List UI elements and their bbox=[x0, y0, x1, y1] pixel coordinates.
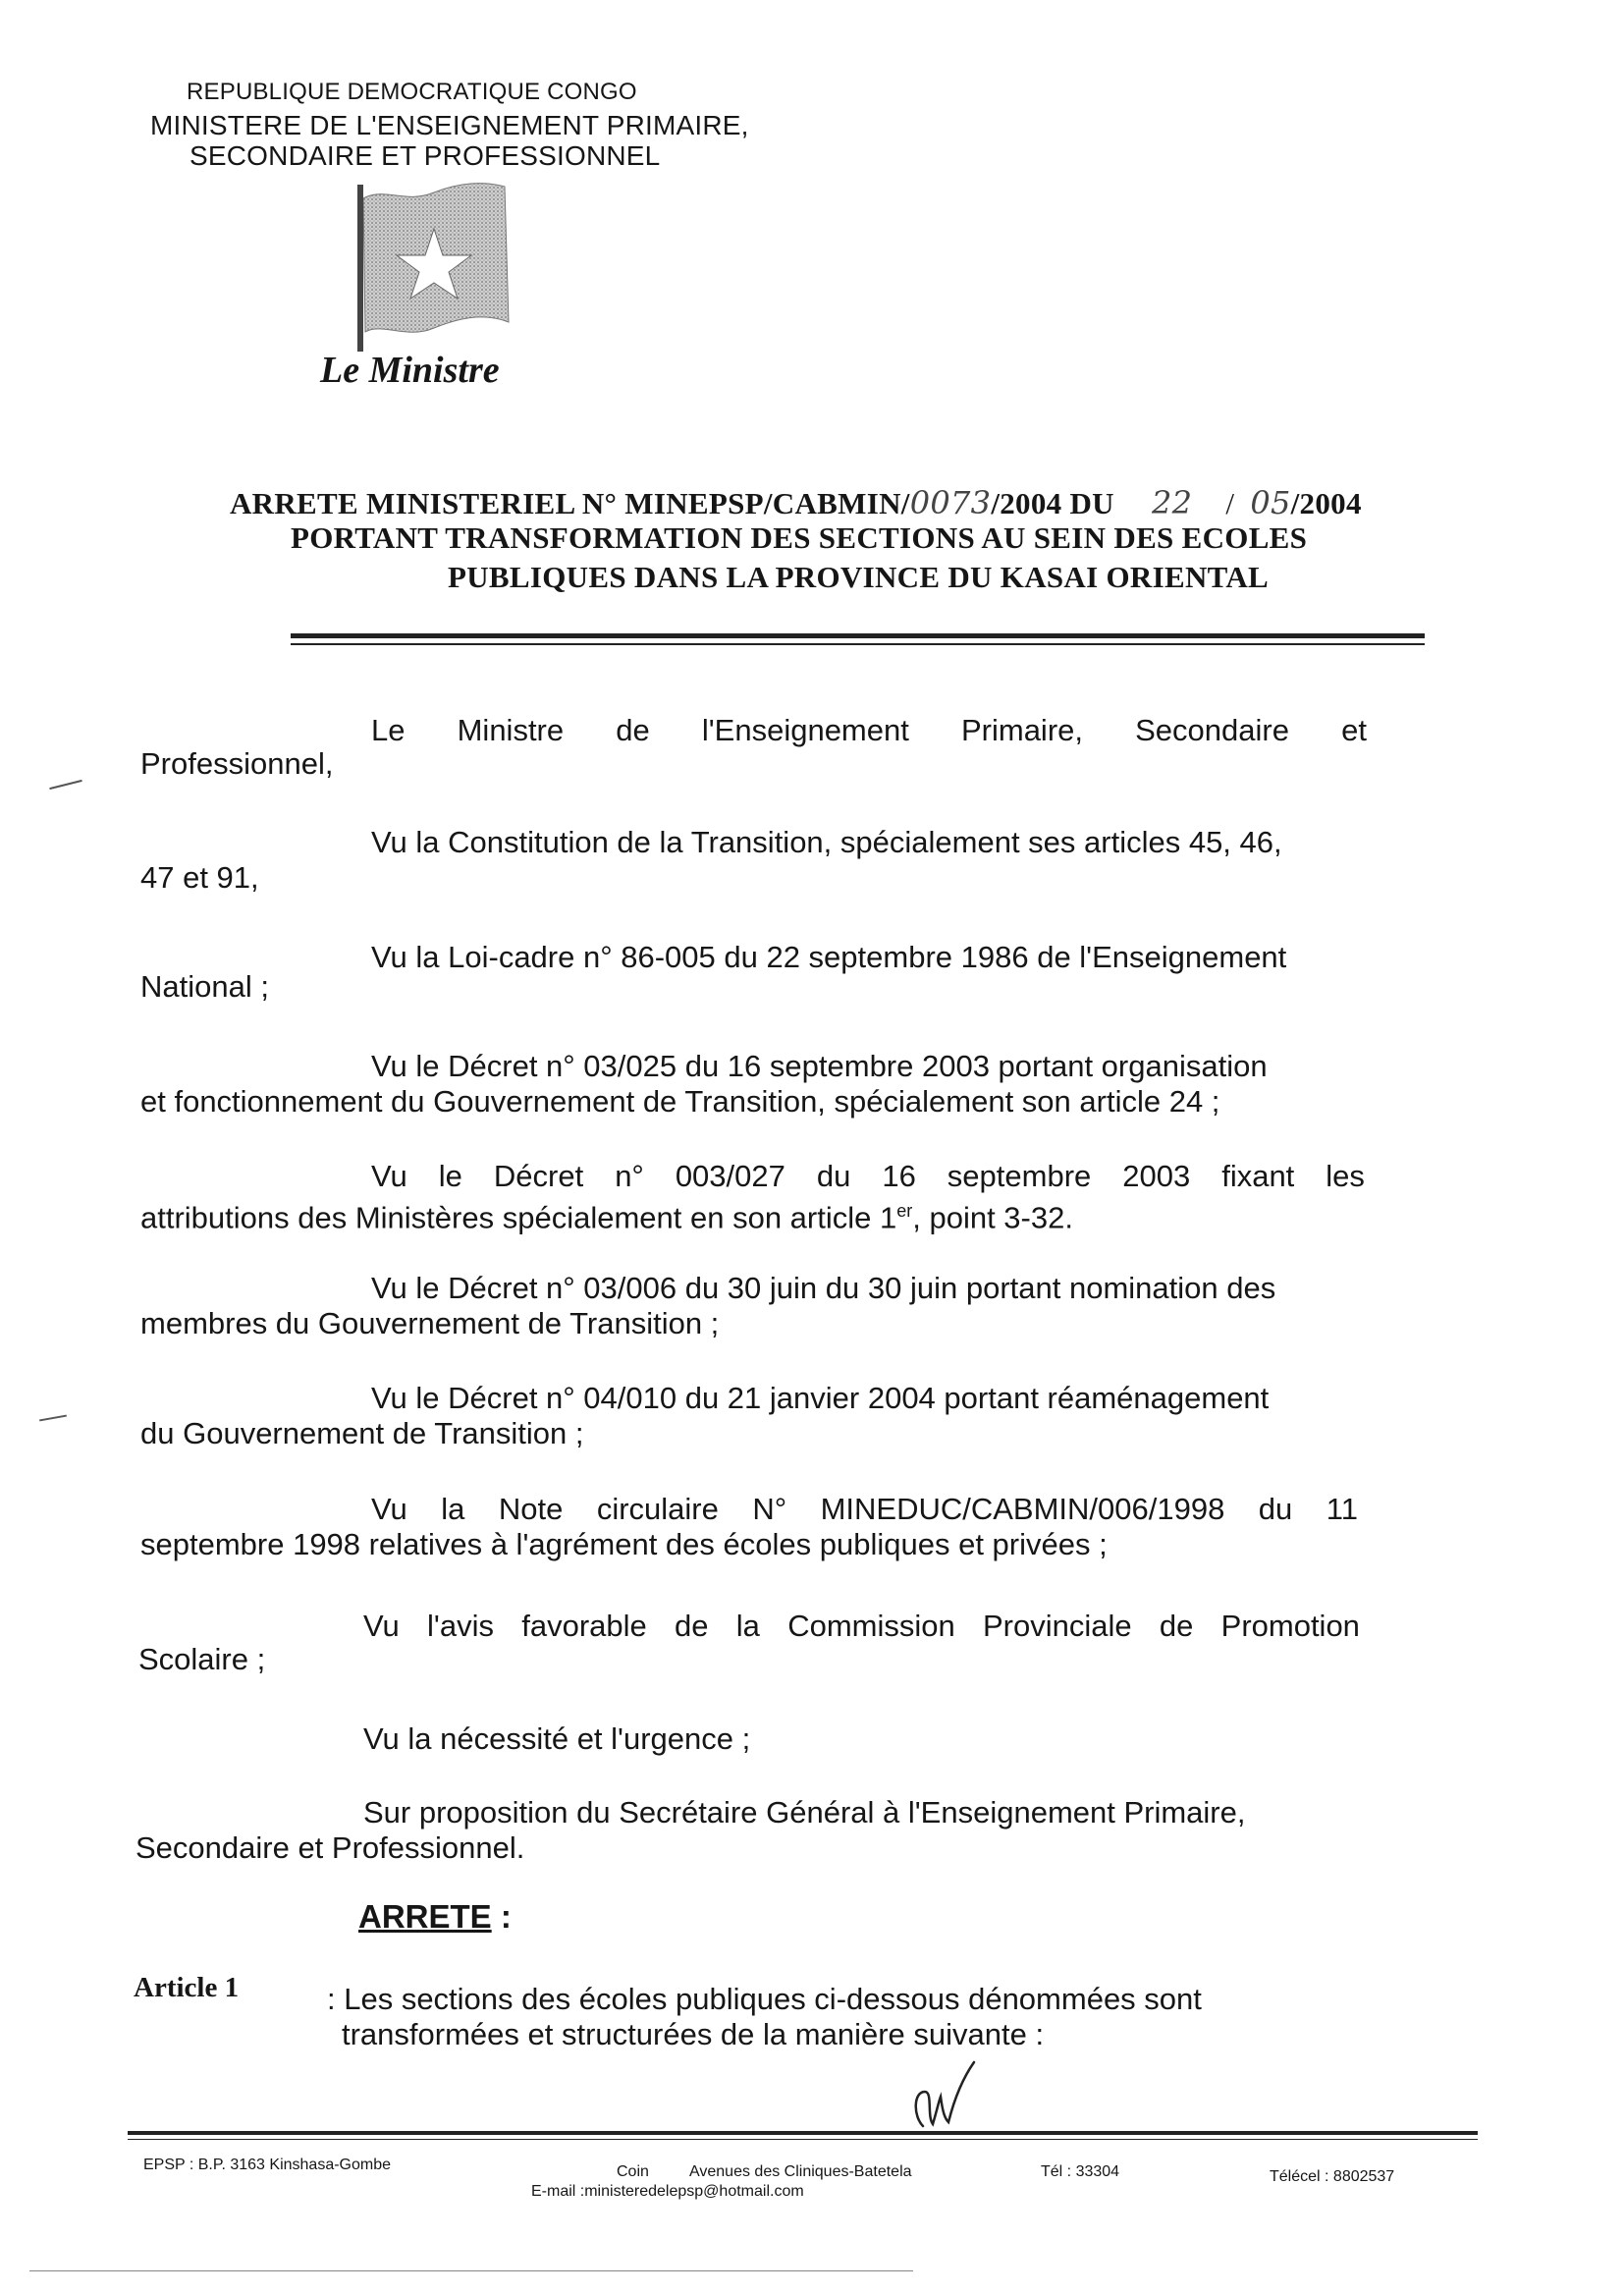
footer-rule-thick bbox=[128, 2131, 1478, 2135]
decree-date-prefix: /2004 DU bbox=[991, 486, 1114, 520]
country-name: REPUBLIQUE DEMOCRATIQUE CONGO bbox=[187, 79, 637, 105]
ministry-line-2: SECONDAIRE ET PROFESSIONNEL bbox=[189, 140, 661, 171]
article-1-line-2: transformées et structurées de la manière suivante : bbox=[342, 2017, 1045, 2051]
article-1-line-1: : Les sections des écoles publiques ci-dessous dénommées sont bbox=[327, 1982, 1202, 2016]
preamble-p9-line-1: Vu l'avis favorable de la Commission Provinciale de Promotion bbox=[363, 1609, 1360, 1643]
preamble-p1-line-2: Professionnel, bbox=[140, 746, 334, 781]
preamble-p8-line-1: Vu la Note circulaire N° MINEDUC/CABMIN/006/1998 du 11 bbox=[371, 1492, 1358, 1526]
flag-emblem bbox=[355, 175, 514, 356]
preamble-p3-line-1: Vu la Loi-cadre n° 86-005 du 22 septembre 1986 de l'Enseignement bbox=[371, 940, 1287, 974]
footer-email: E-mail :ministeredelepsp@hotmail.com bbox=[531, 2183, 804, 2200]
signature-icon bbox=[903, 2057, 982, 2136]
preamble-p4-line-2: et fonctionnement du Gouvernement de Transition, spécialement son article 24 ; bbox=[140, 1084, 1220, 1119]
preamble-p2-line-1: Vu la Constitution de la Transition, spécialement ses articles 45, 46, bbox=[371, 825, 1282, 859]
ministry-line-1: MINISTERE DE L'ENSEIGNEMENT PRIMAIRE, bbox=[150, 110, 749, 140]
preamble-p4-line-1: Vu le Décret n° 03/025 du 16 septembre 2003 portant organisation bbox=[371, 1049, 1268, 1083]
preamble-p11-line-1: Sur proposition du Secrétaire Général à l'Enseignement Primaire, bbox=[363, 1795, 1246, 1830]
preamble-p9-line-2: Scolaire ; bbox=[138, 1642, 266, 1676]
title-rule-thick bbox=[291, 633, 1425, 638]
footer-telecel: Télécel : 8802537 bbox=[1270, 2168, 1395, 2185]
scan-mark bbox=[39, 1415, 67, 1422]
preamble-p7-line-2: du Gouvernement de Transition ; bbox=[140, 1416, 584, 1450]
scan-mark bbox=[49, 780, 81, 790]
footer-tel: Tél : 33304 bbox=[1041, 2163, 1120, 2180]
title-rule-thin bbox=[291, 643, 1425, 645]
star-flag-icon bbox=[355, 175, 514, 352]
preamble-p5-line-2: attributions des Ministères spécialement en son article 1er, point 3-32. bbox=[140, 1200, 1073, 1235]
footer-rule-thin bbox=[128, 2139, 1478, 2140]
preamble-p10-line-1: Vu la nécessité et l'urgence ; bbox=[363, 1721, 751, 1756]
footer-address: EPSP : B.P. 3163 Kinshasa-Gombe bbox=[143, 2157, 392, 2173]
handwritten-initials bbox=[903, 2057, 982, 2141]
preamble-p6-line-1: Vu le Décret n° 03/006 du 30 juin du 30 juin portant nomination des bbox=[371, 1271, 1276, 1305]
scan-edge-line bbox=[29, 2270, 913, 2271]
footer-coin: Coin bbox=[617, 2163, 649, 2180]
preamble-p3-line-2: National ; bbox=[140, 969, 269, 1004]
article-1-label: Article 1 bbox=[134, 1972, 240, 2003]
preamble-p7-line-1: Vu le Décret n° 04/010 du 21 janvier 2004 portant réaménagement bbox=[371, 1381, 1270, 1415]
decree-title-line-2: PORTANT TRANSFORMATION DES SECTIONS AU SEIN DES ECOLES bbox=[291, 520, 1308, 555]
handwritten-day: 22 bbox=[1151, 484, 1193, 521]
preamble-p5-line-1: Vu le Décret n° 003/027 du 16 septembre 2003 fixant les bbox=[371, 1159, 1365, 1193]
decree-year: /2004 bbox=[1290, 486, 1362, 520]
arrete-heading: ARRETE : bbox=[358, 1898, 512, 1935]
decree-title-line-1: ARRETE MINISTERIEL N° MINEPSP/CABMIN/0073/2004 DU 22 / 05/2004 bbox=[230, 484, 1362, 521]
footer-avenue: Avenues des Cliniques-Batetela bbox=[689, 2163, 912, 2180]
decree-title-line-3: PUBLIQUES DANS LA PROVINCE DU KASAI ORIENTAL bbox=[448, 560, 1269, 594]
minister-title: Le Ministre bbox=[320, 350, 500, 391]
preamble-p6-line-2: membres du Gouvernement de Transition ; bbox=[140, 1306, 720, 1340]
preamble-p8-line-2: septembre 1998 relatives à l'agrément des écoles publiques et privées ; bbox=[140, 1527, 1108, 1561]
decree-number-prefix: ARRETE MINISTERIEL N° MINEPSP/CABMIN/ bbox=[230, 486, 910, 520]
preamble-p2-line-2: 47 et 91, bbox=[140, 860, 259, 895]
preamble-p11-line-2: Secondaire et Professionnel. bbox=[135, 1830, 525, 1865]
handwritten-decree-number: 0073 bbox=[909, 484, 992, 521]
handwritten-month: 05 bbox=[1250, 484, 1291, 521]
preamble-p1-line-1: Le Ministre de l'Enseignement Primaire, Secondaire et bbox=[371, 713, 1367, 747]
